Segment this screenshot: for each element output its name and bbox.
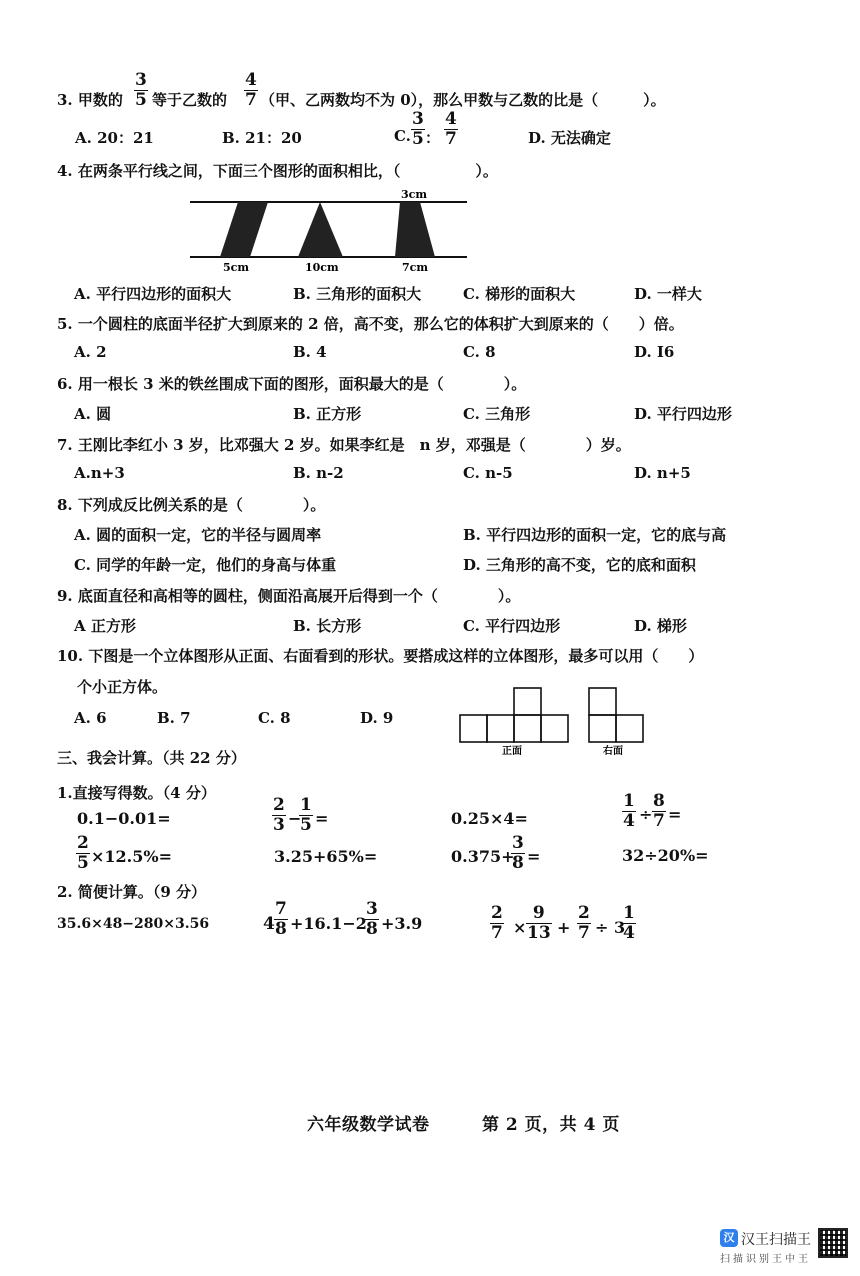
scanner-tagline: 扫描识别王中王 bbox=[720, 1254, 811, 1265]
calc-c3-fraction-2: $\frac{9}{13}$ bbox=[527, 903, 551, 943]
calc-c3-op1: × bbox=[513, 918, 527, 937]
calc-c2-mid: +16.1−2 bbox=[290, 914, 367, 933]
calc-c3-fraction-1: $\frac{2}{7}$ bbox=[491, 903, 503, 943]
parallelogram-shape bbox=[220, 202, 268, 257]
label-parallelogram: 5cm bbox=[223, 261, 249, 274]
q4-figure bbox=[185, 185, 475, 275]
q3-option-b: B. 21：20 bbox=[222, 129, 302, 147]
q8-option-b: B. 平行四边形的面积一定，它的底与高 bbox=[463, 526, 727, 544]
q10-question-line2: 个小正方体。 bbox=[77, 678, 168, 696]
part2-title: 2. 简便计算。（9 分） bbox=[57, 883, 207, 901]
q9-option-b: B. 长方形 bbox=[293, 617, 362, 635]
calc-c3-fraction-3: $\frac{2}{7}$ bbox=[578, 903, 590, 943]
calc-c2-fraction-2: $\frac{3}{8}$ bbox=[366, 899, 378, 939]
q10-option-b: B. 7 bbox=[157, 709, 191, 727]
calc-e8: 32÷20%= bbox=[622, 846, 709, 865]
q4-option-c: C. 梯形的面积大 bbox=[463, 285, 576, 303]
q3-option-d: D. 无法确定 bbox=[528, 129, 611, 147]
calc-e3: 0.25×4= bbox=[451, 809, 528, 828]
q10-question: 10. 下图是一个立体图形从正面、右面看到的形状。要搭成这样的立体图形，最多可以用（ ） bbox=[57, 647, 704, 665]
section3-title: 三、我会计算。（共 22 分） bbox=[57, 749, 246, 767]
calc-e2-eq: = bbox=[315, 809, 329, 828]
footer-title: 六年级数学试卷 bbox=[307, 1115, 430, 1135]
calc-e4-eq: = bbox=[668, 805, 682, 824]
calc-e7-fraction: $\frac{3}{8}$ bbox=[512, 833, 524, 873]
calc-c1: 35.6×48−280×3.56 bbox=[57, 916, 210, 932]
q7-option-c: C. n-5 bbox=[463, 464, 513, 482]
calc-c3-fraction-4: $\frac{1}{4}$ bbox=[623, 903, 635, 943]
q4-option-a: A. 平行四边形的面积大 bbox=[74, 285, 232, 303]
calc-c3-op2: + bbox=[557, 918, 571, 937]
q6-option-d: D. 平行四边形 bbox=[634, 405, 732, 423]
q10-option-c: C. 8 bbox=[258, 709, 291, 727]
calc-c3-op3: ÷ 3 bbox=[595, 918, 626, 937]
q8-option-c: C. 同学的年龄一定，他们的身高与体重 bbox=[74, 556, 337, 574]
q4-question: 4. 在两条平行线之间，下面三个图形的面积相比，（ ）。 bbox=[57, 162, 498, 180]
label-trapezoid: 7cm bbox=[402, 261, 428, 274]
q3-option-c-prefix: C. bbox=[394, 127, 411, 145]
q6-option-b: B. 正方形 bbox=[293, 405, 362, 423]
q10-option-a: A. 6 bbox=[74, 709, 107, 727]
q3-fraction-2: $\frac{4}{7}$ bbox=[245, 70, 257, 110]
q4-option-b: B. 三角形的面积大 bbox=[293, 285, 422, 303]
calc-c2-whole-1: 4 bbox=[263, 914, 275, 934]
q3-option-c-fraction-2: $\frac{4}{7}$ bbox=[445, 109, 457, 149]
q5-option-c: C. 8 bbox=[463, 343, 496, 361]
calc-e5-fraction: $\frac{2}{5}$ bbox=[77, 833, 89, 873]
label-top: 3cm bbox=[401, 188, 427, 201]
calc-e2-fraction-2: $\frac{1}{5}$ bbox=[300, 795, 312, 835]
q7-option-b: B. n-2 bbox=[293, 464, 344, 482]
q3-option-c-colon: ： bbox=[425, 129, 441, 147]
q8-option-a: A. 圆的面积一定，它的半径与圆周率 bbox=[74, 526, 322, 544]
calc-e7-eq: = bbox=[527, 847, 541, 866]
calc-e2-fraction-1: $\frac{2}{3}$ bbox=[273, 795, 285, 835]
q4-option-d: D. 一样大 bbox=[634, 285, 702, 303]
scanner-brand: 汉王扫描王 bbox=[741, 1232, 811, 1248]
q9-question: 9. 底面直径和高相等的圆柱，侧面沿高展开后得到一个（ ）。 bbox=[57, 587, 521, 605]
calc-e1: 0.1−0.01= bbox=[77, 809, 171, 828]
calc-e2-op: − bbox=[288, 809, 302, 828]
scanner-logo-icon: 汉 bbox=[720, 1229, 738, 1247]
q3-suffix: （甲、乙两数均不为 0），那么甲数与乙数的比是（ ）。 bbox=[260, 91, 666, 109]
calc-e7-pre: 0.375+ bbox=[451, 847, 515, 866]
calc-e6: 3.25+65%= bbox=[274, 847, 378, 866]
right-view bbox=[589, 688, 643, 742]
footer-page-number: 第 2 页，共 4 页 bbox=[482, 1115, 620, 1135]
calc-c2-end: +3.9 bbox=[381, 914, 423, 933]
q3-fraction-1: $\frac{3}{5}$ bbox=[135, 70, 147, 110]
q6-question: 6. 用一根长 3 米的铁丝围成下面的图形，面积最大的是（ ）。 bbox=[57, 375, 527, 393]
q7-option-a: A.n+3 bbox=[74, 464, 125, 482]
q7-question: 7. 王刚比李红小 3 岁，比邓强大 2 岁。如果李红是 n 岁，邓强是（ ）岁。 bbox=[57, 436, 631, 454]
q5-option-d: D. I6 bbox=[634, 343, 675, 361]
label-triangle: 10cm bbox=[305, 261, 339, 274]
q3-mid: 等于乙数的 bbox=[152, 91, 228, 109]
calc-c2-fraction-1: $\frac{7}{8}$ bbox=[275, 899, 287, 939]
q6-option-c: C. 三角形 bbox=[463, 405, 531, 423]
qr-code-icon bbox=[818, 1228, 848, 1258]
q8-question: 8. 下列成反比例关系的是（ ）。 bbox=[57, 496, 326, 514]
q3-option-c-fraction-1: $\frac{3}{5}$ bbox=[412, 109, 424, 149]
q5-question: 5. 一个圆柱的底面半径扩大到原来的 2 倍，高不变，那么它的体积扩大到原来的（ ）倍。 bbox=[57, 315, 684, 333]
q9-option-d: D. 梯形 bbox=[634, 617, 687, 635]
q10-option-d: D. 9 bbox=[360, 709, 394, 727]
calc-e4-fraction-1: $\frac{1}{4}$ bbox=[623, 791, 635, 831]
q6-option-a: A. 圆 bbox=[74, 405, 112, 423]
triangle-shape bbox=[298, 202, 343, 257]
calc-e5-rest: ×12.5%= bbox=[91, 847, 172, 866]
part1-title: 1.直接写得数。（4 分） bbox=[57, 784, 216, 802]
q9-option-a: A 正方形 bbox=[74, 617, 136, 635]
q3-option-a: A. 20：21 bbox=[75, 129, 154, 147]
right-view-label: 右面 bbox=[603, 746, 623, 757]
front-view bbox=[460, 688, 568, 742]
q9-option-c: C. 平行四边形 bbox=[463, 617, 561, 635]
q3-prefix: 3. 甲数的 bbox=[57, 91, 123, 109]
q5-option-b: B. 4 bbox=[293, 343, 327, 361]
trapezoid-shape bbox=[395, 202, 435, 257]
q8-option-d: D. 三角形的高不变，它的底和面积 bbox=[463, 556, 696, 574]
q7-option-d: D. n+5 bbox=[634, 464, 691, 482]
front-view-label: 正面 bbox=[502, 746, 522, 757]
q10-figure bbox=[455, 683, 655, 758]
calc-e4-fraction-2: $\frac{8}{7}$ bbox=[653, 791, 665, 831]
q5-option-a: A. 2 bbox=[74, 343, 107, 361]
calc-e4-op: ÷ bbox=[639, 805, 653, 824]
